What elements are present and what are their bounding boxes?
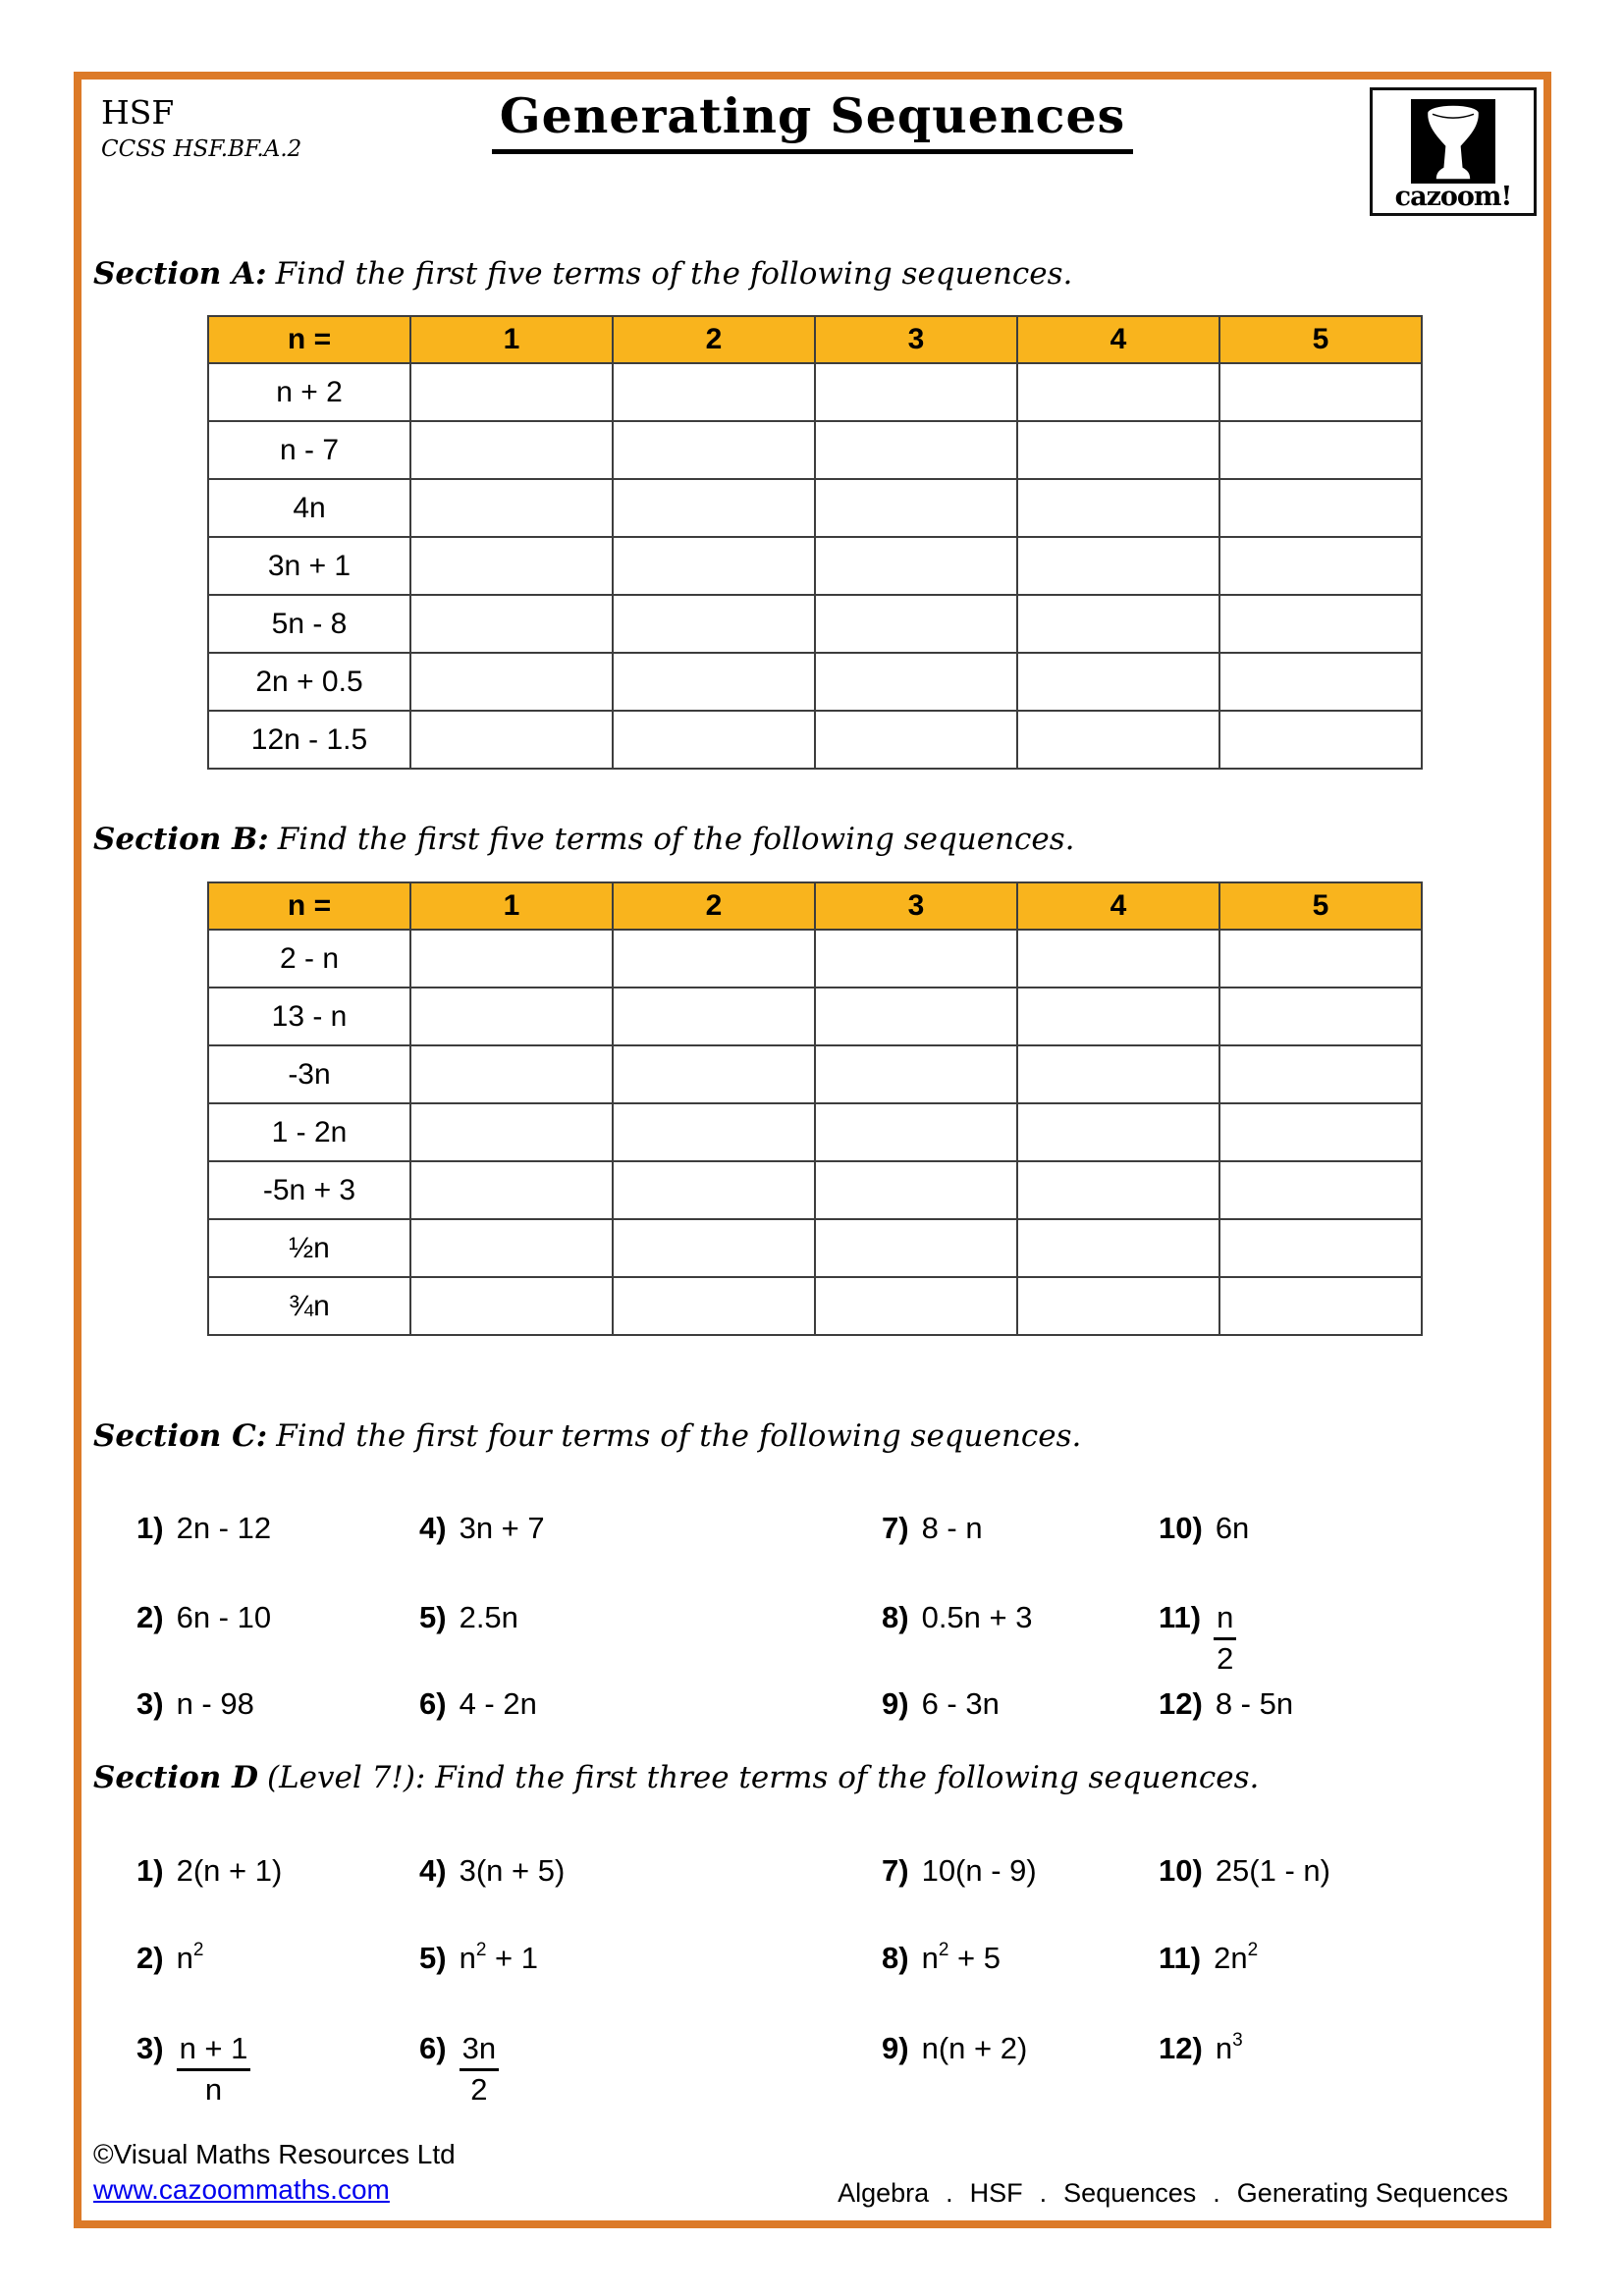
- answer-cell[interactable]: [1017, 1045, 1219, 1103]
- breadcrumb-separator: .: [1213, 2178, 1220, 2208]
- problem-number: 8): [882, 1600, 909, 1634]
- answer-cell[interactable]: [1219, 1161, 1422, 1219]
- website-link[interactable]: www.cazoommaths.com: [93, 2174, 390, 2205]
- fraction-numerator: n: [1214, 1599, 1236, 1640]
- answer-cell[interactable]: [1017, 479, 1219, 537]
- answer-cell[interactable]: [410, 537, 613, 595]
- problem-number: 9): [882, 2031, 909, 2065]
- exponent: 2: [1247, 1940, 1259, 1960]
- answer-cell[interactable]: [410, 363, 613, 421]
- table-header-row: [208, 316, 1422, 363]
- answer-cell[interactable]: [1219, 653, 1422, 711]
- table-header-cell: 2: [613, 882, 815, 930]
- fraction: [177, 2030, 251, 2109]
- section-b-instruction: Find the first five terms of the following sequences.: [277, 822, 1075, 857]
- section-b-label: Section B:: [93, 822, 269, 857]
- answer-cell[interactable]: [815, 653, 1017, 711]
- problem-expression: [460, 2031, 499, 2107]
- answer-cell[interactable]: [1219, 363, 1422, 421]
- table-row: [208, 421, 1422, 479]
- problem-item: [136, 2030, 250, 2109]
- expression-cell: 2 - n: [208, 930, 410, 988]
- expression-cell: 4n: [208, 479, 410, 537]
- problem-expression: 3(n + 5): [459, 1853, 566, 1888]
- table-row: [208, 1045, 1422, 1103]
- djembe-drum-icon: [1411, 98, 1495, 185]
- answer-cell[interactable]: [1017, 421, 1219, 479]
- problem-expression: [1214, 1600, 1236, 1676]
- answer-cell[interactable]: [410, 421, 613, 479]
- table-header-cell: 1: [410, 316, 613, 363]
- problem-number: 3): [136, 1686, 164, 1721]
- section-c-label: Section C:: [93, 1418, 268, 1454]
- table-header-row: [208, 882, 1422, 930]
- answer-cell[interactable]: [410, 653, 613, 711]
- problem-item: [419, 1940, 538, 1977]
- answer-cell[interactable]: [613, 363, 815, 421]
- answer-cell[interactable]: [815, 479, 1017, 537]
- answer-cell[interactable]: [1219, 1045, 1422, 1103]
- problem-item: [419, 1685, 537, 1723]
- problem-expression: $2n^2$: [1214, 1940, 1259, 1975]
- cazoom-logo: [1370, 87, 1537, 216]
- problem-number: 4): [419, 1511, 447, 1545]
- topic-code: HSF: [101, 93, 175, 132]
- section-a-label: Section A:: [93, 256, 267, 292]
- problem-expression: [177, 2031, 251, 2107]
- fraction-numerator: n + 1: [177, 2030, 251, 2071]
- problem-number: 11): [1159, 1600, 1202, 1634]
- problem-number: 9): [882, 1686, 909, 1721]
- problem-expression: $n^2$: [176, 1940, 204, 1975]
- fraction-denominator: n: [204, 2072, 223, 2107]
- table-row: [208, 653, 1422, 711]
- problem-number: 5): [419, 1600, 447, 1634]
- table-header-cell: n =: [208, 882, 410, 930]
- problem-number: 3): [136, 2031, 164, 2065]
- expression-cell: ¾n: [208, 1277, 410, 1335]
- problem-expression: 2(n + 1): [176, 1853, 283, 1888]
- problem-item: [1159, 1852, 1330, 1890]
- title-wrap: [81, 87, 1543, 154]
- problem-number: 4): [419, 1853, 447, 1888]
- breadcrumb-item: Generating Sequences: [1236, 2178, 1508, 2208]
- answer-cell[interactable]: [613, 1277, 815, 1335]
- problem-number: 12): [1159, 1686, 1203, 1721]
- problem-number: 1): [136, 1853, 164, 1888]
- breadcrumb: [838, 2178, 1508, 2209]
- copyright-text: ©Visual Maths Resources Ltd: [93, 2139, 456, 2169]
- problem-item: [882, 1940, 1001, 1977]
- table-row: [208, 988, 1422, 1045]
- expression-cell: 12n - 1.5: [208, 711, 410, 769]
- exponent: 2: [938, 1940, 949, 1960]
- section-d-instruction: (Level 7!): Find the first three terms of the following sequences.: [266, 1760, 1260, 1795]
- exponent: 3: [1232, 2030, 1243, 2051]
- table-row: [208, 930, 1422, 988]
- answer-cell[interactable]: [815, 988, 1017, 1045]
- table-row: [208, 1103, 1422, 1161]
- exponent: 2: [475, 1940, 487, 1960]
- answer-cell[interactable]: [1219, 421, 1422, 479]
- answer-cell[interactable]: [410, 595, 613, 653]
- problem-expression: 4 - 2n: [459, 1686, 537, 1721]
- table-row: [208, 537, 1422, 595]
- answer-cell[interactable]: [613, 421, 815, 479]
- problem-item: [1159, 1510, 1249, 1547]
- section-d-heading: [93, 1760, 1259, 1795]
- problem-expression: 6n: [1215, 1511, 1250, 1545]
- answer-cell[interactable]: [613, 930, 815, 988]
- ccss-standard: CCSS HSF.BF.A.2: [101, 136, 302, 162]
- problem-item: [136, 1852, 282, 1890]
- section-c-instruction: Find the first four terms of the following sequences.: [276, 1418, 1082, 1454]
- problem-expression: 6n - 10: [176, 1600, 272, 1634]
- problem-number: 10): [1159, 1853, 1203, 1888]
- section-c-problems: [81, 1510, 1543, 1785]
- table-row: [208, 1277, 1422, 1335]
- answer-cell[interactable]: [1017, 1103, 1219, 1161]
- problem-item: [1159, 1599, 1236, 1678]
- answer-cell[interactable]: [613, 653, 815, 711]
- sequence-table-b: [207, 881, 1423, 1336]
- breadcrumb-item: HSF: [969, 2178, 1023, 2208]
- answer-cell[interactable]: [410, 711, 613, 769]
- fraction: [460, 2030, 499, 2109]
- answer-cell[interactable]: [410, 479, 613, 537]
- page-title: Generating Sequences: [492, 87, 1133, 154]
- answer-cell[interactable]: [613, 537, 815, 595]
- answer-cell[interactable]: [613, 1045, 815, 1103]
- sequence-table-a: [207, 315, 1423, 770]
- expression-cell: ½n: [208, 1219, 410, 1277]
- problem-number: 2): [136, 1941, 164, 1975]
- answer-cell[interactable]: [613, 988, 815, 1045]
- problem-number: 6): [419, 2031, 447, 2065]
- answer-cell[interactable]: [1017, 1277, 1219, 1335]
- problem-item: [136, 1685, 254, 1723]
- problem-item: [882, 2030, 1027, 2067]
- fraction-denominator: 2: [1217, 1641, 1234, 1676]
- breadcrumb-item: Algebra: [838, 2178, 930, 2208]
- answer-cell[interactable]: [815, 363, 1017, 421]
- answer-cell[interactable]: [1017, 537, 1219, 595]
- problem-number: 8): [882, 1941, 909, 1975]
- answer-cell[interactable]: [815, 421, 1017, 479]
- problem-expression: 0.5n + 3: [921, 1600, 1033, 1634]
- answer-cell[interactable]: [1219, 711, 1422, 769]
- table-header-cell: 4: [1017, 316, 1219, 363]
- section-d-label: Section D: [93, 1760, 258, 1795]
- problem-expression: n(n + 2): [921, 2031, 1028, 2065]
- problem-expression: 3n + 7: [459, 1511, 545, 1545]
- breadcrumb-separator: .: [946, 2178, 953, 2208]
- problem-number: 12): [1159, 2031, 1203, 2065]
- answer-cell[interactable]: [410, 1277, 613, 1335]
- answer-cell[interactable]: [613, 1103, 815, 1161]
- answer-cell[interactable]: [613, 1219, 815, 1277]
- answer-cell[interactable]: [1219, 537, 1422, 595]
- problem-item: [136, 1599, 271, 1636]
- problem-number: 7): [882, 1511, 909, 1545]
- answer-cell[interactable]: [1017, 930, 1219, 988]
- problem-item: [419, 2030, 499, 2109]
- answer-cell[interactable]: [815, 1277, 1017, 1335]
- section-a-instruction: Find the first five terms of the following sequences.: [275, 256, 1073, 292]
- table-header-cell: 3: [815, 316, 1017, 363]
- expression-cell: 3n + 1: [208, 537, 410, 595]
- table-header-cell: 3: [815, 882, 1017, 930]
- table-header-cell: n =: [208, 316, 410, 363]
- problem-item: [419, 1599, 518, 1636]
- problem-number: 10): [1159, 1511, 1203, 1545]
- problem-expression: 10(n - 9): [921, 1853, 1037, 1888]
- answer-cell[interactable]: [815, 711, 1017, 769]
- expression-cell: 5n - 8: [208, 595, 410, 653]
- problem-expression: $n^2 + 1$: [459, 1940, 538, 1975]
- section-a-heading: [93, 256, 1072, 292]
- answer-cell[interactable]: [410, 1045, 613, 1103]
- answer-cell[interactable]: [613, 711, 815, 769]
- table-header-cell: 4: [1017, 882, 1219, 930]
- expression-cell: n + 2: [208, 363, 410, 421]
- table-row: [208, 711, 1422, 769]
- answer-cell[interactable]: [1219, 988, 1422, 1045]
- answer-cell[interactable]: [815, 1161, 1017, 1219]
- fraction: [1214, 1599, 1236, 1678]
- exponent: 2: [192, 1940, 204, 1960]
- answer-cell[interactable]: [1219, 1219, 1422, 1277]
- problem-number: 6): [419, 1686, 447, 1721]
- section-d-problems: [81, 1852, 1543, 2166]
- answer-cell[interactable]: [410, 1103, 613, 1161]
- answer-cell[interactable]: [815, 595, 1017, 653]
- expression-cell: 2n + 0.5: [208, 653, 410, 711]
- answer-cell[interactable]: [410, 1219, 613, 1277]
- answer-cell[interactable]: [410, 988, 613, 1045]
- problem-expression: 2.5n: [459, 1600, 518, 1634]
- problem-item: [136, 1940, 203, 1977]
- problem-item: [882, 1852, 1037, 1890]
- table-header-cell: 5: [1219, 316, 1422, 363]
- table-header-cell: 1: [410, 882, 613, 930]
- answer-cell[interactable]: [410, 1161, 613, 1219]
- problem-item: [136, 1510, 271, 1547]
- answer-cell[interactable]: [1219, 1277, 1422, 1335]
- answer-cell[interactable]: [1219, 595, 1422, 653]
- answer-cell[interactable]: [815, 1219, 1017, 1277]
- answer-cell[interactable]: [815, 930, 1017, 988]
- problem-number: 1): [136, 1511, 164, 1545]
- section-b-heading: [93, 822, 1075, 857]
- problem-item: [882, 1599, 1032, 1636]
- expression-cell: 13 - n: [208, 988, 410, 1045]
- problem-item: [1159, 1940, 1258, 1977]
- problem-expression: 6 - 3n: [921, 1686, 1000, 1721]
- expression-cell: -5n + 3: [208, 1161, 410, 1219]
- answer-cell[interactable]: [613, 595, 815, 653]
- fraction-numerator: 3n: [460, 2030, 499, 2071]
- answer-cell[interactable]: [1219, 930, 1422, 988]
- table-row: [208, 363, 1422, 421]
- section-c-heading: [93, 1418, 1081, 1454]
- expression-cell: n - 7: [208, 421, 410, 479]
- answer-cell[interactable]: [1017, 711, 1219, 769]
- answer-cell[interactable]: [1017, 1161, 1219, 1219]
- answer-cell[interactable]: [815, 1103, 1017, 1161]
- problem-number: 7): [882, 1853, 909, 1888]
- problem-expression: $n^2 + 5$: [921, 1940, 1001, 1975]
- expression-cell: 1 - 2n: [208, 1103, 410, 1161]
- answer-cell[interactable]: [1017, 595, 1219, 653]
- problem-item: [882, 1685, 1000, 1723]
- problem-expression: 2n - 12: [176, 1511, 272, 1545]
- problem-number: 2): [136, 1600, 164, 1634]
- problem-expression: n - 98: [176, 1686, 254, 1721]
- answer-cell[interactable]: [1017, 988, 1219, 1045]
- problem-number: 5): [419, 1941, 447, 1975]
- table-row: [208, 1161, 1422, 1219]
- problem-item: [1159, 1685, 1293, 1723]
- fraction-denominator: 2: [470, 2072, 488, 2107]
- problem-item: [419, 1510, 545, 1547]
- table-row: [208, 479, 1422, 537]
- answer-cell[interactable]: [613, 1161, 815, 1219]
- worksheet-page: [74, 72, 1551, 2228]
- answer-cell[interactable]: [1017, 1219, 1219, 1277]
- answer-cell[interactable]: [613, 479, 815, 537]
- answer-cell[interactable]: [815, 1045, 1017, 1103]
- problem-expression: $n^3$: [1215, 2030, 1243, 2065]
- answer-cell[interactable]: [410, 930, 613, 988]
- logo-wordmark: cazoom!: [1394, 182, 1512, 212]
- answer-cell[interactable]: [1017, 363, 1219, 421]
- problem-item: [882, 1510, 983, 1547]
- table-row: [208, 595, 1422, 653]
- table-header-cell: 2: [613, 316, 815, 363]
- answer-cell[interactable]: [1017, 653, 1219, 711]
- expression-cell: -3n: [208, 1045, 410, 1103]
- answer-cell[interactable]: [1219, 1103, 1422, 1161]
- problem-expression: 8 - n: [921, 1511, 983, 1545]
- problem-item: [1159, 2030, 1243, 2067]
- table-row: [208, 1219, 1422, 1277]
- answer-cell[interactable]: [1219, 479, 1422, 537]
- breadcrumb-separator: .: [1039, 2178, 1048, 2208]
- breadcrumb-item: Sequences: [1063, 2178, 1197, 2208]
- answer-cell[interactable]: [815, 537, 1017, 595]
- problem-item: [419, 1852, 565, 1890]
- problem-expression: 8 - 5n: [1215, 1686, 1294, 1721]
- problem-number: 11): [1159, 1941, 1202, 1975]
- problem-expression: 25(1 - n): [1215, 1853, 1330, 1888]
- table-header-cell: 5: [1219, 882, 1422, 930]
